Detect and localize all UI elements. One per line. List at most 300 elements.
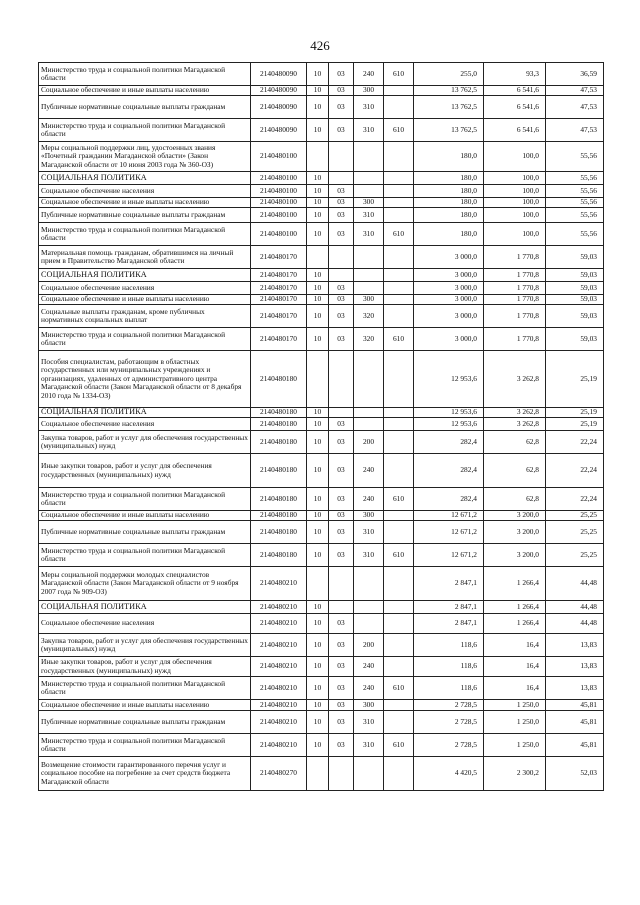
cell-sec: 10 [307,614,329,634]
cell-grp: 300 [354,700,384,711]
cell-sec: 10 [307,544,329,567]
cell-sub: 03 [329,488,354,511]
cell-ven [384,282,414,295]
cell-pct: 59,03 [546,305,604,328]
cell-name: Министерство труда и социальной политики Магаданской области [39,734,251,757]
cell-ven [384,657,414,677]
cell-sub: 03 [329,700,354,711]
cell-v1: 3 000,0 [414,269,484,282]
cell-sub [329,269,354,282]
cell-ven [384,567,414,601]
table-row [39,711,604,734]
cell-v2: 62,8 [484,431,546,454]
cell-sub: 03 [329,677,354,700]
cell-grp [354,269,384,282]
cell-sub: 03 [329,521,354,544]
cell-pct: 47,53 [546,96,604,119]
cell-code: 2140480210 [251,700,307,711]
cell-name: Закупка товаров, работ и услуг для обеспечения государственных (муниципальных) нужд [39,431,251,454]
table-row [39,657,604,677]
cell-name: Министерство труда и социальной политики Магаданской области [39,677,251,700]
cell-v1: 282,4 [414,431,484,454]
cell-name: Публичные нормативные социальные выплаты гражданам [39,711,251,734]
cell-sub: 03 [329,282,354,295]
cell-sec: 10 [307,172,329,185]
table-row [39,734,604,757]
table-row [39,295,604,305]
cell-pct: 55,56 [546,198,604,208]
cell-v2: 1 250,0 [484,734,546,757]
cell-ven: 610 [384,734,414,757]
cell-v1: 3 000,0 [414,305,484,328]
table-row [39,246,604,269]
cell-v1: 3 000,0 [414,295,484,305]
cell-grp: 240 [354,488,384,511]
cell-code: 2140480170 [251,282,307,295]
cell-name: Социальное обеспечение населения [39,418,251,431]
cell-pct: 59,03 [546,269,604,282]
cell-sub: 03 [329,634,354,657]
cell-code: 2140480210 [251,567,307,601]
cell-grp [354,408,384,418]
cell-code: 2140480170 [251,295,307,305]
cell-v1: 118,6 [414,634,484,657]
cell-name: Социальные выплаты гражданам, кроме публичных нормативных социальных выплат [39,305,251,328]
cell-v2: 3 262,8 [484,418,546,431]
cell-pct: 25,25 [546,544,604,567]
cell-sec: 10 [307,634,329,657]
cell-name: Меры социальной поддержки молодых специалистов Магаданской области (Закон Магаданской области от 9 ноября 2007 года № 909-ОЗ) [39,567,251,601]
cell-sub: 03 [329,198,354,208]
cell-code: 2140480270 [251,757,307,791]
cell-sub: 03 [329,86,354,96]
cell-v1: 13 762,5 [414,96,484,119]
cell-v2: 3 262,8 [484,351,546,408]
cell-sub [329,142,354,172]
cell-pct: 25,25 [546,511,604,521]
table-row [39,544,604,567]
cell-sec: 10 [307,119,329,142]
cell-v1: 12 953,6 [414,351,484,408]
cell-ven [384,305,414,328]
cell-sub: 03 [329,544,354,567]
cell-pct: 25,25 [546,521,604,544]
cell-ven [384,142,414,172]
cell-pct: 13,83 [546,677,604,700]
cell-v2: 100,0 [484,185,546,198]
cell-v2: 1 250,0 [484,700,546,711]
table-row [39,351,604,408]
cell-grp [354,142,384,172]
cell-name: СОЦИАЛЬНАЯ ПОЛИТИКА [39,408,251,418]
cell-name: Социальное обеспечение и иные выплаты населению [39,295,251,305]
cell-sub [329,408,354,418]
cell-code: 2140480210 [251,677,307,700]
cell-code: 2140480180 [251,521,307,544]
cell-grp: 300 [354,86,384,96]
cell-v2: 93,3 [484,63,546,86]
cell-ven [384,454,414,488]
cell-code: 2140480100 [251,142,307,172]
cell-sub: 03 [329,305,354,328]
table-row [39,634,604,657]
cell-v1: 2 728,5 [414,700,484,711]
table-row [39,567,604,601]
cell-name: Социальное обеспечение и иные выплаты населению [39,198,251,208]
cell-code: 2140480210 [251,601,307,614]
cell-v1: 180,0 [414,185,484,198]
cell-v2: 1 770,8 [484,246,546,269]
cell-ven [384,269,414,282]
cell-sec: 10 [307,96,329,119]
cell-code: 2140480180 [251,544,307,567]
cell-v2: 100,0 [484,172,546,185]
table-row [39,63,604,86]
cell-sec: 10 [307,223,329,246]
cell-sec [307,246,329,269]
cell-v2: 1 770,8 [484,295,546,305]
cell-code: 2140480170 [251,328,307,351]
cell-sub: 03 [329,511,354,521]
cell-pct: 22,24 [546,454,604,488]
cell-code: 2140480170 [251,246,307,269]
table-row [39,700,604,711]
cell-pct: 59,03 [546,295,604,305]
cell-sec: 10 [307,208,329,223]
cell-v2: 1 770,8 [484,282,546,295]
cell-v2: 62,8 [484,488,546,511]
cell-code: 2140480170 [251,305,307,328]
cell-code: 2140480090 [251,63,307,86]
cell-name: Закупка товаров, работ и услуг для обеспечения государственных (муниципальных) нужд [39,634,251,657]
cell-code: 2140480100 [251,208,307,223]
cell-sub: 03 [329,711,354,734]
cell-code: 2140480210 [251,711,307,734]
cell-sub: 03 [329,96,354,119]
table-row [39,172,604,185]
cell-v2: 6 541,6 [484,119,546,142]
cell-v2: 6 541,6 [484,96,546,119]
cell-ven [384,634,414,657]
cell-v2: 1 770,8 [484,305,546,328]
cell-grp: 310 [354,711,384,734]
cell-sec [307,351,329,408]
cell-v2: 3 200,0 [484,544,546,567]
cell-v1: 2 847,1 [414,567,484,601]
cell-name: Иные закупки товаров, работ и услуг для обеспечения государственных (муниципальных) нужд [39,657,251,677]
cell-pct: 44,48 [546,567,604,601]
cell-sec: 10 [307,521,329,544]
cell-v2: 100,0 [484,208,546,223]
cell-sub [329,757,354,791]
cell-code: 2140480180 [251,351,307,408]
cell-pct: 55,56 [546,185,604,198]
cell-pct: 59,03 [546,328,604,351]
cell-v1: 13 762,5 [414,86,484,96]
cell-grp: 240 [354,657,384,677]
table-row [39,119,604,142]
cell-v2: 16,4 [484,657,546,677]
cell-ven [384,172,414,185]
cell-sec: 10 [307,86,329,96]
cell-pct: 55,56 [546,208,604,223]
cell-code: 2140480100 [251,223,307,246]
cell-v1: 3 000,0 [414,328,484,351]
cell-name: Министерство труда и социальной политики Магаданской области [39,63,251,86]
cell-v2: 1 266,4 [484,567,546,601]
cell-grp: 320 [354,305,384,328]
cell-sec: 10 [307,734,329,757]
cell-grp [354,567,384,601]
cell-v1: 180,0 [414,223,484,246]
cell-ven: 610 [384,119,414,142]
cell-name: Социальное обеспечение и иные выплаты населению [39,86,251,96]
table-row [39,431,604,454]
cell-sec: 10 [307,63,329,86]
cell-pct: 22,24 [546,431,604,454]
cell-sec [307,757,329,791]
cell-v2: 100,0 [484,142,546,172]
cell-name: СОЦИАЛЬНАЯ ПОЛИТИКА [39,601,251,614]
cell-sub [329,351,354,408]
cell-sub [329,172,354,185]
cell-v1: 3 000,0 [414,246,484,269]
cell-name: Меры социальной поддержки лиц, удостоенных звания «Почетный гражданин Магаданской области» (Закон Магаданской области от 10 июня 2003 года № 360-ОЗ) [39,142,251,172]
cell-sec: 10 [307,601,329,614]
cell-ven [384,711,414,734]
cell-pct: 13,83 [546,657,604,677]
cell-grp: 310 [354,734,384,757]
cell-sec: 10 [307,418,329,431]
cell-ven [384,700,414,711]
cell-name: Возмещение стоимости гарантированного перечня услуг и социальное пособие на погребение за счет средств бюджета Магаданской области [39,757,251,791]
cell-sec: 10 [307,282,329,295]
cell-v1: 12 953,6 [414,418,484,431]
cell-name: Публичные нормативные социальные выплаты гражданам [39,521,251,544]
cell-ven [384,246,414,269]
cell-grp: 320 [354,328,384,351]
cell-ven [384,208,414,223]
table-body [39,63,604,791]
cell-sec: 10 [307,198,329,208]
cell-sub: 03 [329,734,354,757]
cell-v1: 12 671,2 [414,544,484,567]
cell-v1: 282,4 [414,488,484,511]
cell-v1: 180,0 [414,172,484,185]
cell-name: Министерство труда и социальной политики Магаданской области [39,119,251,142]
cell-sub: 03 [329,208,354,223]
cell-v2: 62,8 [484,454,546,488]
cell-ven: 610 [384,544,414,567]
cell-pct: 25,19 [546,351,604,408]
cell-code: 2140480180 [251,431,307,454]
cell-code: 2140480100 [251,198,307,208]
table-row [39,614,604,634]
cell-sub: 03 [329,614,354,634]
cell-ven: 610 [384,488,414,511]
cell-name: Министерство труда и социальной политики Магаданской области [39,223,251,246]
cell-sec: 10 [307,305,329,328]
table-row [39,328,604,351]
cell-grp [354,185,384,198]
cell-v1: 2 847,1 [414,614,484,634]
cell-grp [354,351,384,408]
cell-grp: 240 [354,454,384,488]
cell-v1: 118,6 [414,677,484,700]
cell-grp [354,757,384,791]
cell-pct: 45,81 [546,711,604,734]
table-row [39,521,604,544]
cell-v2: 3 262,8 [484,408,546,418]
cell-ven [384,418,414,431]
cell-name: Министерство труда и социальной политики Магаданской области [39,544,251,567]
cell-sec: 10 [307,711,329,734]
cell-sec: 10 [307,408,329,418]
cell-grp: 200 [354,634,384,657]
cell-v1: 282,4 [414,454,484,488]
table-row [39,208,604,223]
table-row [39,185,604,198]
cell-name: Пособия специалистам, работающим в областных государственных или муниципальных учреждениях и организациях, удаленных от административного центра Магаданской области (Закон Магаданской области от 8 декабря 2010 года № 1334-ОЗ) [39,351,251,408]
cell-pct: 45,81 [546,700,604,711]
cell-code: 2140480100 [251,172,307,185]
table-row [39,142,604,172]
cell-sub: 03 [329,328,354,351]
table-row [39,511,604,521]
cell-pct: 59,03 [546,246,604,269]
table-row [39,86,604,96]
cell-grp [354,601,384,614]
cell-pct: 47,53 [546,119,604,142]
cell-grp: 310 [354,223,384,246]
cell-v1: 12 671,2 [414,511,484,521]
cell-name: СОЦИАЛЬНАЯ ПОЛИТИКА [39,269,251,282]
cell-v1: 13 762,5 [414,119,484,142]
cell-ven [384,614,414,634]
cell-sub: 03 [329,63,354,86]
cell-v2: 6 541,6 [484,86,546,96]
table-row [39,198,604,208]
cell-v2: 100,0 [484,223,546,246]
cell-grp: 310 [354,119,384,142]
cell-ven [384,96,414,119]
cell-name: Министерство труда и социальной политики Магаданской области [39,488,251,511]
cell-sub [329,567,354,601]
table-row [39,223,604,246]
cell-code: 2140480210 [251,634,307,657]
table-row [39,601,604,614]
cell-sec: 10 [307,269,329,282]
cell-v1: 180,0 [414,142,484,172]
cell-ven [384,351,414,408]
cell-ven [384,431,414,454]
cell-code: 2140480210 [251,734,307,757]
cell-pct: 55,56 [546,142,604,172]
cell-pct: 13,83 [546,634,604,657]
cell-pct: 55,56 [546,223,604,246]
cell-sub: 03 [329,223,354,246]
cell-sec: 10 [307,185,329,198]
cell-v1: 2 728,5 [414,711,484,734]
table-row [39,757,604,791]
cell-grp: 310 [354,96,384,119]
cell-sub [329,246,354,269]
cell-grp: 200 [354,431,384,454]
cell-name: Материальная помощь гражданам, обратившимся на личный прием в Правительство Магаданской области [39,246,251,269]
cell-sub: 03 [329,185,354,198]
cell-code: 2140480100 [251,185,307,198]
cell-code: 2140480090 [251,119,307,142]
table-row [39,408,604,418]
cell-name: Социальное обеспечение и иные выплаты населению [39,511,251,521]
table-row [39,677,604,700]
cell-sec: 10 [307,328,329,351]
cell-sec: 10 [307,454,329,488]
table-row [39,305,604,328]
cell-grp [354,418,384,431]
cell-v2: 1 266,4 [484,601,546,614]
cell-name: Социальное обеспечение населения [39,282,251,295]
cell-name: Социальное обеспечение и иные выплаты населению [39,700,251,711]
cell-name: Социальное обеспечение населения [39,185,251,198]
cell-name: Публичные нормативные социальные выплаты гражданам [39,96,251,119]
cell-sub: 03 [329,454,354,488]
cell-sec: 10 [307,657,329,677]
cell-v2: 100,0 [484,198,546,208]
table-row [39,488,604,511]
cell-code: 2140480170 [251,269,307,282]
cell-sec: 10 [307,295,329,305]
cell-v1: 3 000,0 [414,282,484,295]
cell-sec: 10 [307,488,329,511]
cell-code: 2140480180 [251,418,307,431]
table-row [39,418,604,431]
cell-ven: 610 [384,328,414,351]
cell-grp: 310 [354,208,384,223]
cell-sub: 03 [329,295,354,305]
cell-code: 2140480090 [251,86,307,96]
cell-grp [354,246,384,269]
cell-ven [384,295,414,305]
cell-v2: 16,4 [484,677,546,700]
cell-v2: 3 200,0 [484,511,546,521]
cell-code: 2140480210 [251,657,307,677]
cell-v1: 2 728,5 [414,734,484,757]
cell-pct: 55,56 [546,172,604,185]
cell-grp: 300 [354,511,384,521]
cell-grp [354,172,384,185]
cell-sec: 10 [307,700,329,711]
cell-v2: 1 770,8 [484,328,546,351]
cell-v1: 2 847,1 [414,601,484,614]
cell-ven [384,185,414,198]
cell-ven: 610 [384,63,414,86]
cell-ven [384,757,414,791]
cell-grp: 240 [354,63,384,86]
cell-sub: 03 [329,418,354,431]
cell-ven: 610 [384,677,414,700]
table-row [39,96,604,119]
cell-name: Министерство труда и социальной политики Магаданской области [39,328,251,351]
cell-v1: 4 420,5 [414,757,484,791]
cell-ven [384,408,414,418]
cell-code: 2140480090 [251,96,307,119]
table-row [39,269,604,282]
cell-code: 2140480180 [251,454,307,488]
cell-ven [384,601,414,614]
cell-pct: 52,03 [546,757,604,791]
cell-name: Публичные нормативные социальные выплаты гражданам [39,208,251,223]
